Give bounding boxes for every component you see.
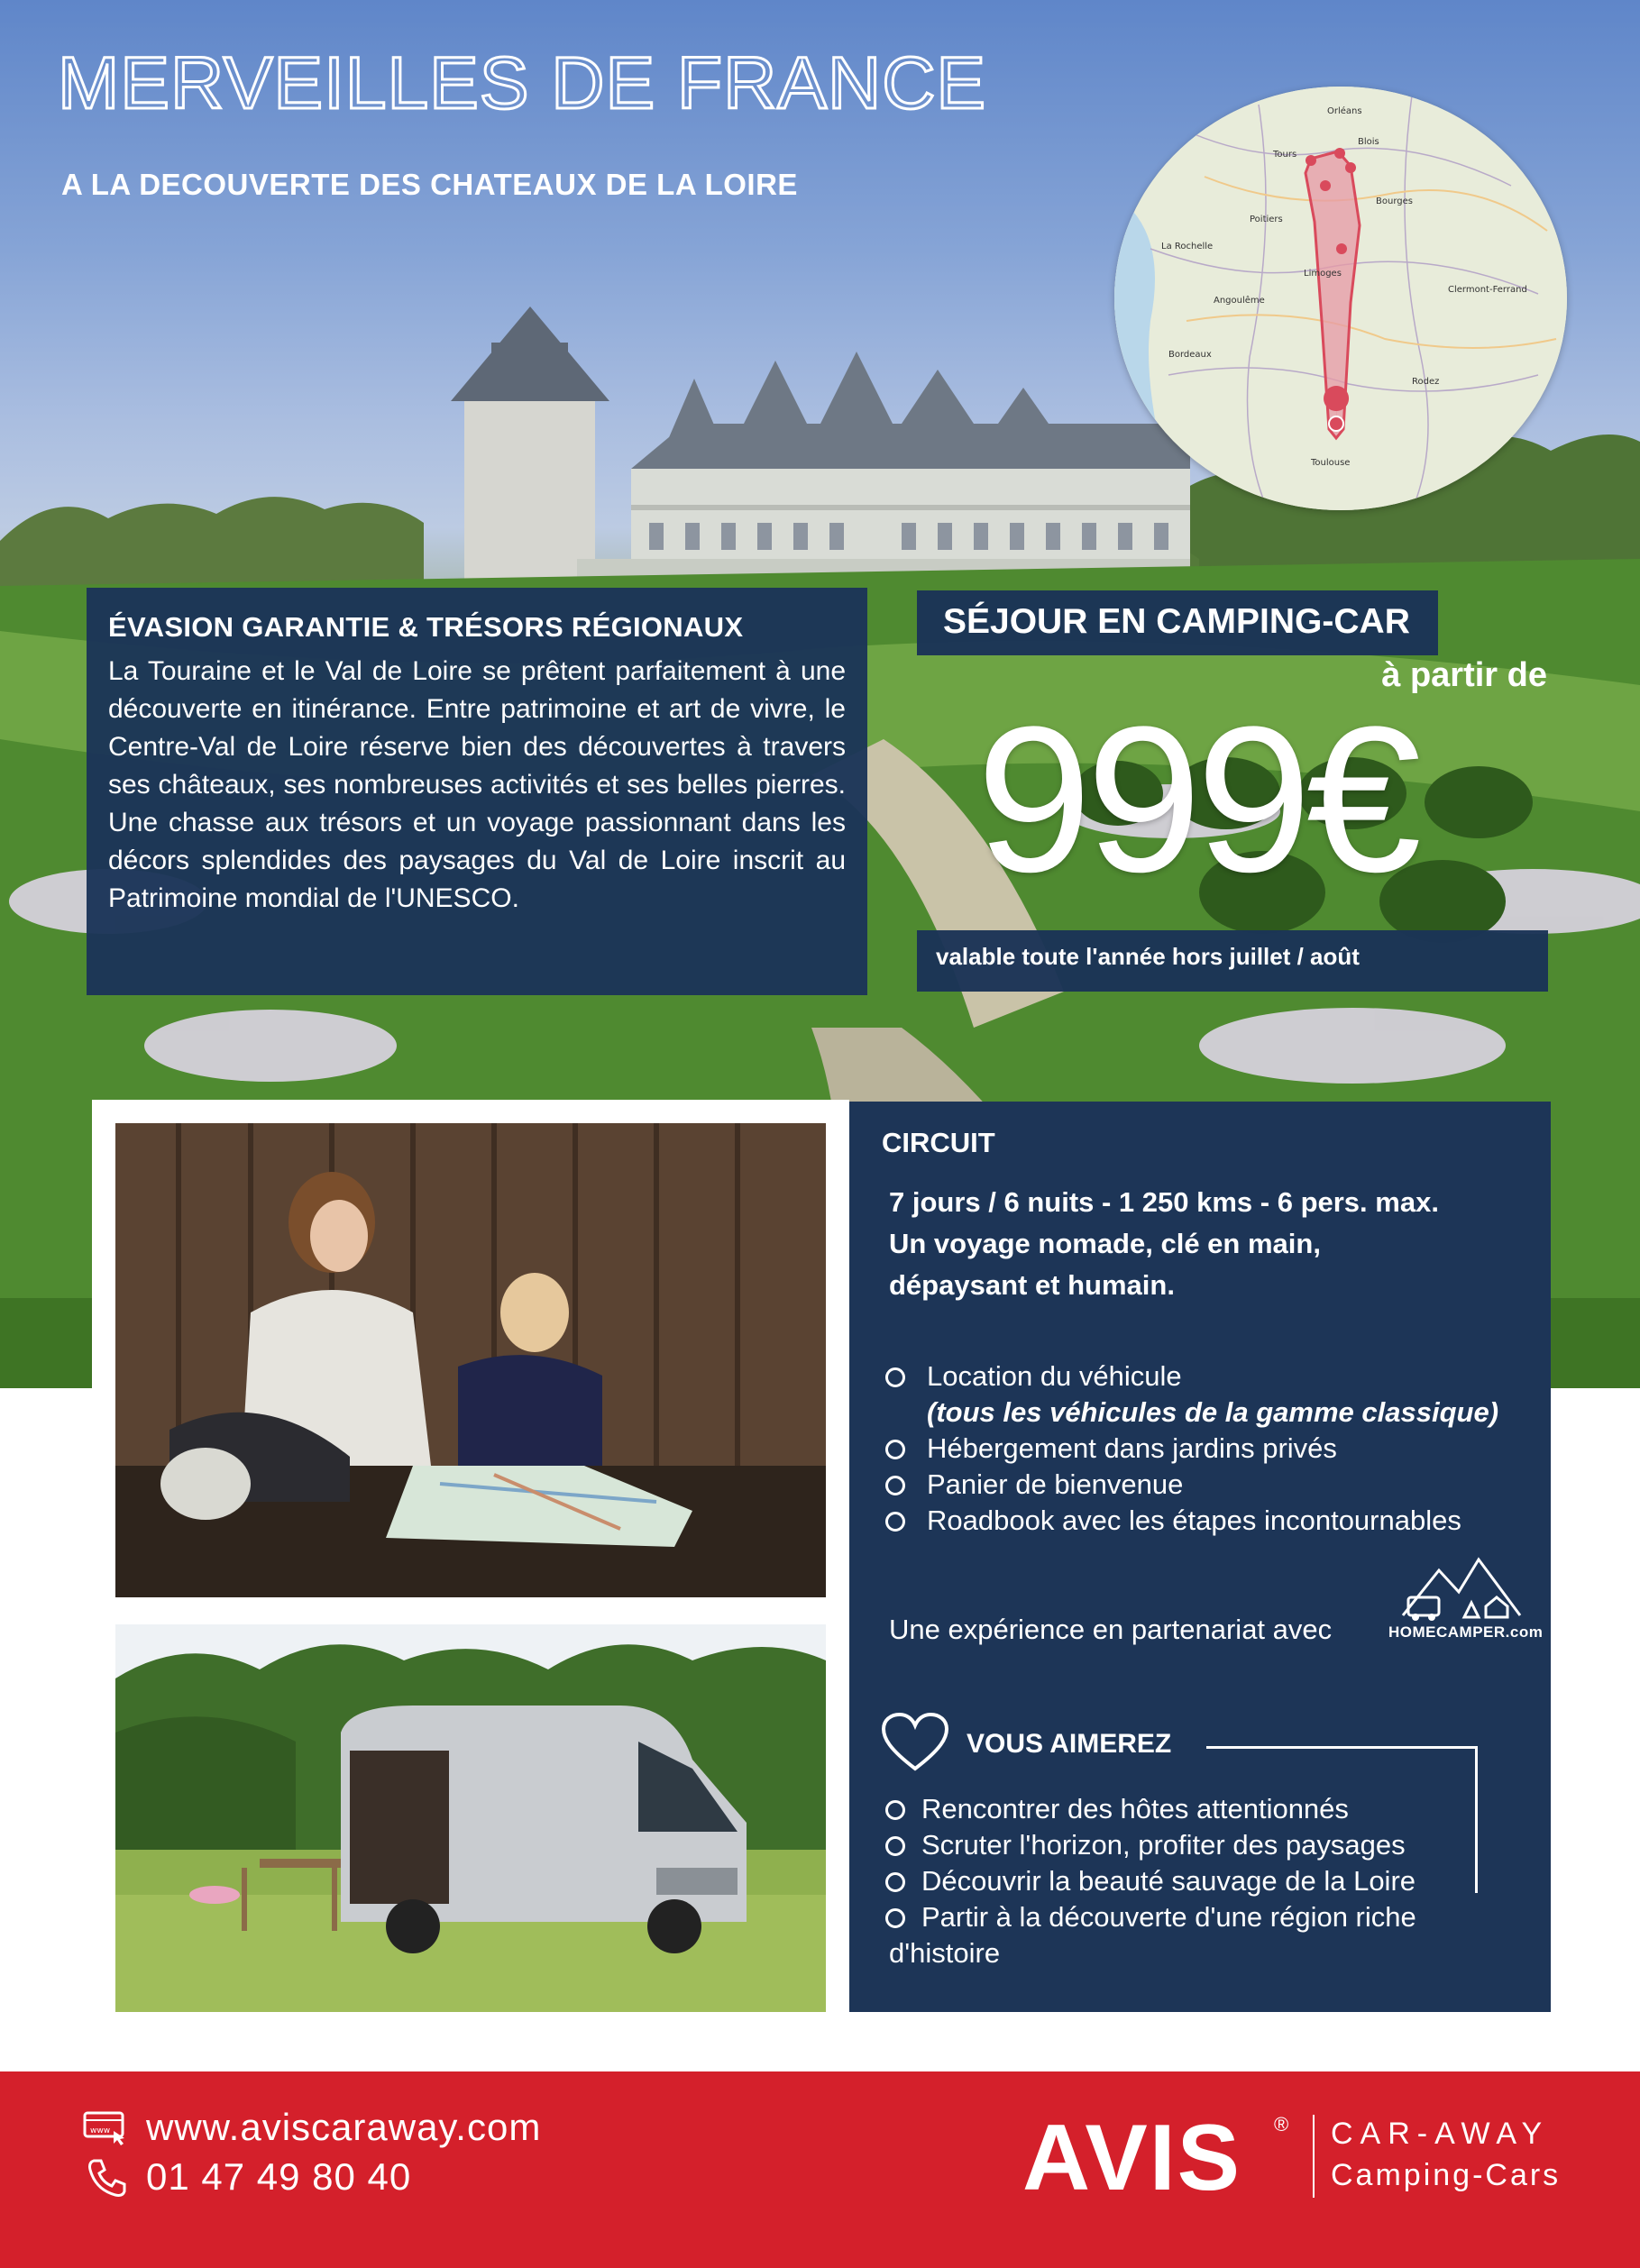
family-map-photo [115, 1123, 826, 1597]
offer-title: SÉJOUR EN CAMPING-CAR [943, 602, 1410, 641]
offer-price: 999€ [976, 683, 1416, 915]
circuit-lead-line: Un voyage nomade, clé en main, [889, 1228, 1321, 1259]
circuit-lead-line: 7 jours / 6 nuits - 1 250 kms - 6 pers. max. [889, 1186, 1439, 1218]
list-item-label: Partir à la découverte d'une région riche [921, 1901, 1416, 1933]
map-city: Blois [1358, 137, 1379, 147]
evasion-box [87, 588, 867, 995]
list-item [884, 1863, 1497, 1899]
map-city: Toulouse [1311, 458, 1351, 468]
route-map-drawing [1114, 87, 1567, 510]
footer-divider [1313, 2115, 1315, 2198]
evasion-heading: ÉVASION GARANTIE & TRÉSORS RÉGIONAUX [108, 611, 744, 643]
heart-icon [880, 1711, 950, 1774]
aimerez-list [884, 1791, 1497, 1971]
map-city: Angoulême [1214, 296, 1265, 306]
list-item-continuation [884, 1935, 1497, 1971]
map-city: Poitiers [1250, 215, 1283, 224]
list-item [884, 1791, 1497, 1827]
phone-icon [87, 2157, 126, 2199]
list-item-label: (tous les véhicules de la gamme classique) [927, 1396, 1499, 1428]
list-item-label: Rencontrer des hôtes attentionnés [921, 1793, 1349, 1824]
map-city: Rodez [1412, 377, 1440, 387]
map-city: Orléans [1327, 106, 1362, 116]
list-item [884, 1827, 1497, 1863]
map-city: Bordeaux [1168, 350, 1212, 360]
map-city: Tours [1273, 150, 1297, 160]
list-item [885, 1431, 1498, 1467]
list-item-label: Hébergement dans jardins privés [927, 1432, 1337, 1464]
bullet-ring-icon [885, 1476, 905, 1495]
list-item-label: Découvrir la beauté sauvage de la Loire [921, 1865, 1416, 1897]
list-item [885, 1358, 1498, 1395]
circuit-title: CIRCUIT [882, 1127, 995, 1158]
web-cursor-icon [83, 2111, 128, 2145]
bullet-ring-icon [885, 1800, 905, 1820]
partner-name[interactable]: HOMECAMPER.com [1388, 1623, 1544, 1641]
circuit-lead [889, 1182, 1439, 1306]
page-title: MERVEILLES DE FRANCE [58, 42, 987, 124]
phone-number[interactable]: 01 47 49 80 40 [146, 2155, 412, 2198]
evasion-body: La Touraine et le Val de Loire se prêtent parfaitement à une découverte en itinérance. Entre patrimoine et art de vivre, le Centre-Val de Loire réserve bien des découvertes à travers ses châteaux, ses nombreuses activités et ses belles pierres. Une chasse aux trésors et un voyage passionnant dans les décors splendides des paysages du Val de Loire inscrit au Patrimoine mondial de l'UNESCO. [108, 656, 846, 913]
bullet-ring-icon [885, 1908, 905, 1928]
list-item-label: Roadbook avec les étapes incontournables [927, 1504, 1461, 1536]
offer-from-label: à partir de [1381, 656, 1547, 694]
circuit-lead-line: dépaysant et humain. [889, 1269, 1175, 1301]
website-link[interactable]: www.aviscaraway.com [146, 2106, 542, 2148]
list-item-label: Panier de bienvenue [927, 1468, 1184, 1500]
list-item [885, 1503, 1498, 1539]
bullet-ring-icon [885, 1440, 905, 1459]
bullet-ring-icon [885, 1367, 905, 1387]
aimerez-title: VOUS AIMEREZ [967, 1729, 1172, 1759]
circuit-list [885, 1358, 1498, 1539]
avis-logo: AVIS [1022, 2106, 1242, 2210]
list-item-label: d'histoire [889, 1937, 1001, 1969]
svg-text:www: www [90, 2126, 111, 2135]
list-item-note [885, 1395, 1498, 1431]
list-item-label: Location du véhicule [927, 1360, 1182, 1392]
bullet-ring-icon [885, 1512, 905, 1532]
map-city: Clermont-Ferrand [1448, 285, 1527, 295]
offer-validity: valable toute l'année hors juillet / août [936, 943, 1360, 970]
brand-line-2: Camping-Cars [1331, 2158, 1562, 2192]
camper-van-photo [115, 1624, 826, 2012]
list-item [885, 1467, 1498, 1503]
route-map [1114, 87, 1567, 510]
list-item-label: Scruter l'horizon, profiter des paysages [921, 1829, 1406, 1861]
list-item [884, 1899, 1497, 1935]
page-subtitle: A LA DECOUVERTE DES CHATEAUX DE LA LOIRE [61, 168, 798, 201]
map-city: La Rochelle [1161, 242, 1214, 251]
bullet-ring-icon [885, 1872, 905, 1892]
registered-mark: ® [1274, 2113, 1289, 2135]
brand-line-1: CAR-AWAY [1331, 2117, 1550, 2151]
map-city: Limoges [1304, 269, 1342, 279]
map-city: Bourges [1376, 197, 1413, 206]
bullet-ring-icon [885, 1836, 905, 1856]
partner-text: Une expérience en partenariat avec [889, 1614, 1333, 1645]
